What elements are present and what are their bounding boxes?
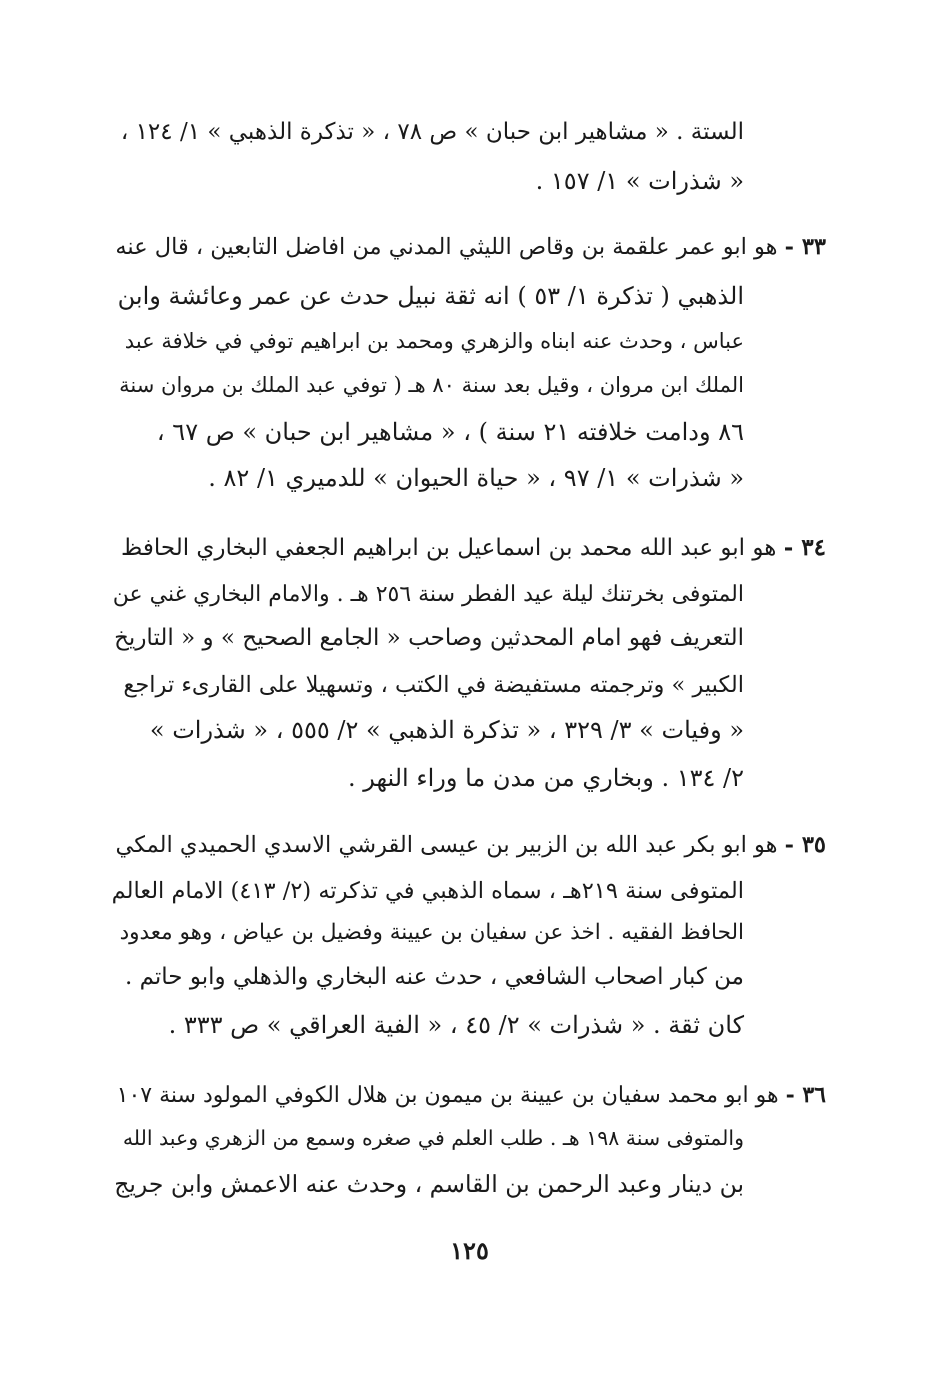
text-line: التعريف فهو امام المحدثين وصاحب « الجامع الصحيح » و « التاريخ bbox=[114, 625, 744, 651]
text-line: المتوفى سنة ٢١٩هـ ، سماه الذهبي في تذكرته (٢/ ٤١٣) الامام العالم bbox=[111, 878, 744, 904]
text-line: الحافظ الفقيه . اخذ عن سفيان بن عيينة وفضيل بن عياض ، وهو معدود bbox=[119, 920, 744, 945]
text-line: الكبير » وترجمته مستفيضة في الكتب ، وتسهيلا على القارىء تراجع bbox=[123, 672, 744, 698]
text-line: « شذرات » ١/ ١٥٧ . bbox=[535, 167, 744, 195]
text-line: عباس ، وحدث عنه ابناه والزهري ومحمد بن ابراهيم توفي في خلافة عبد bbox=[124, 329, 744, 353]
footnote-number: ٣٥ - bbox=[784, 832, 826, 858]
text-line: والمتوفى سنة ١٩٨ هـ . طلب العلم في صغره وسمع من الزهري وعبد الله bbox=[122, 1126, 744, 1150]
text-line: بن دينار وعبد الرحمن بن القاسم ، وحدث عنه الاعمش وابن جريج bbox=[114, 1170, 744, 1198]
text-line: الستة . « مشاهير ابن حبان » ص ٧٨ ، « تذكرة الذهبي » ١/ ١٢٤ ، bbox=[120, 119, 744, 145]
footnote-number: ٣٦ - bbox=[785, 1082, 826, 1108]
text-line: الملك ابن مروان ، وقيل بعد سنة ٨٠ هـ ( توفي عبد الملك بن مروان سنة bbox=[119, 373, 744, 397]
footnote-number: ٣٤ - bbox=[783, 534, 826, 561]
footnote-number: ٣٣ - bbox=[784, 234, 826, 260]
footnote-35-line: ٣٥ - هو ابو بكر عبد الله بن الزبير بن عيسى القرشي الاسدي الحميدي المكي bbox=[115, 832, 826, 858]
text-line: المتوفى بخرتنك ليلة عيد الفطر سنة ٢٥٦ هـ . والامام البخاري غني عن bbox=[112, 582, 744, 607]
text-line: من كبار اصحاب الشافعي ، حدث عنه البخاري والذهلي وابو حاتم . bbox=[124, 964, 744, 990]
footnote-36-line: ٣٦ - هو ابو محمد سفيان بن عيينة بن ميمون بن هلال الكوفي المولود سنة ١٠٧ bbox=[116, 1082, 826, 1108]
text-line: ٢/ ١٣٤ . وبخاري من مدن ما وراء النهر . bbox=[347, 764, 744, 792]
text-line: « وفيات » ٣/ ٣٢٩ ، « تذكرة الذهبي » ٢/ ٥٥٥ ، « شذرات » bbox=[149, 716, 744, 744]
footnote-33-line: ٣٣ - هو ابو عمر علقمة بن وقاص الليثي المدني من افاضل التابعين ، قال عنه bbox=[115, 234, 826, 260]
text-line: الذهبي ( تذكرة ١/ ٥٣ ) انه ثقة نبيل حدث عن عمر وعائشة وابن bbox=[117, 282, 744, 310]
footnote-34-line: ٣٤ - هو ابو عبد الله محمد بن اسماعيل بن ابراهيم الجعفي البخاري الحافظ bbox=[121, 534, 826, 561]
text-line: كان ثقة . « شذرات » ٢/ ٤٥ ، « الفية العراقي » ص ٣٣٣ . bbox=[168, 1011, 744, 1039]
page-number: ١٢٥ bbox=[450, 1236, 489, 1265]
text-line: ٨٦ ودامت خلافته ٢١ سنة ) ، « مشاهير ابن حبان » ص ٦٧ ، bbox=[156, 418, 744, 446]
text-line: « شذرات » ١/ ٩٧ ، « حياة الحيوان » للدميري ١/ ٨٢ . bbox=[208, 464, 744, 492]
